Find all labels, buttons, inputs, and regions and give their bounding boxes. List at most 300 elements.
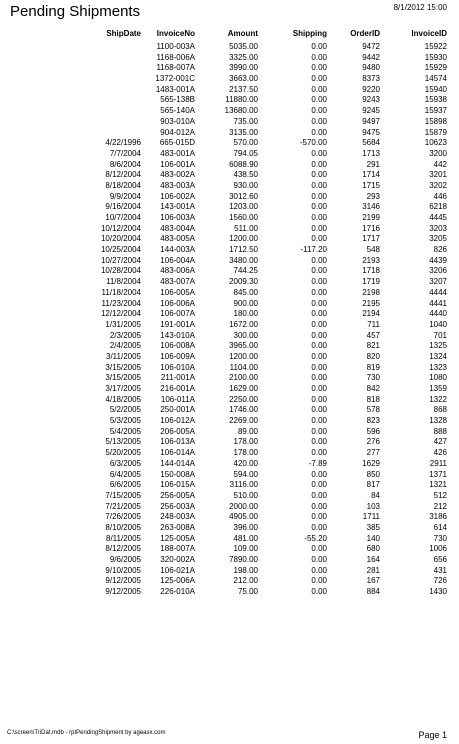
invoice-id-cell: 3201	[429, 170, 447, 180]
order-id-cell: 291	[366, 159, 380, 169]
shipping-cell: 0.00	[311, 213, 327, 222]
invoice-no-cell: 1483-001A	[155, 84, 195, 94]
shipping-cell: 0.00	[311, 202, 327, 212]
order-id-cell: 1711	[362, 512, 380, 522]
ship-date-cell: 11/8/2004	[106, 277, 141, 287]
table-row	[0, 427, 459, 438]
invoice-no-cell: 106-009A	[160, 351, 195, 361]
ship-date-cell: 8/6/2004	[109, 159, 141, 169]
order-id-cell: 9472	[362, 42, 380, 51]
amount-cell: 845.00	[233, 287, 258, 297]
order-id-cell: 281	[366, 565, 380, 575]
invoice-no-cell: 125-005A	[160, 533, 195, 543]
table-row	[0, 213, 459, 224]
ship-date-cell: 8/12/2005	[105, 544, 141, 554]
shipping-cell: 0.00	[311, 277, 327, 287]
shipping-cell: 0.00	[311, 95, 327, 105]
order-id-cell: 2198	[362, 287, 380, 297]
shipping-cell: 0.00	[311, 63, 327, 73]
invoice-no-cell: 211-001A	[160, 373, 195, 383]
ship-date-cell: 6/6/2005	[109, 480, 141, 490]
order-id-cell: 884	[366, 587, 380, 597]
amount-cell: 594.00	[233, 469, 258, 479]
amount-cell: 570.00	[233, 138, 258, 148]
page-number: Page 1	[418, 730, 447, 740]
table-row	[0, 395, 459, 406]
invoice-no-cell: 188-007A	[160, 544, 195, 554]
table-row	[0, 405, 459, 416]
invoice-no-cell: 483-002A	[160, 170, 195, 180]
ship-date-cell: 3/15/2005	[105, 362, 141, 372]
table-row	[0, 373, 459, 384]
shipping-cell: 0.00	[311, 298, 327, 308]
invoice-id-cell: 446	[433, 191, 447, 201]
invoice-id-cell: 1325	[429, 341, 447, 351]
invoice-no-cell: 191-001A	[160, 319, 195, 329]
order-id-cell: 1716	[362, 223, 380, 233]
invoice-id-cell: 3202	[429, 180, 447, 190]
table-row	[0, 523, 459, 534]
ship-date-cell: 7/26/2005	[105, 512, 141, 522]
ship-date-cell: 8/12/2004	[105, 170, 141, 180]
ship-date-cell: 5/2/2005	[109, 405, 141, 415]
invoice-no-cell: 1168-007A	[156, 63, 195, 73]
amount-cell: 3325.00	[229, 52, 258, 62]
table-row	[0, 534, 459, 545]
order-id-cell: 277	[366, 448, 380, 458]
order-id-cell: 9442	[362, 52, 380, 62]
order-id-cell: 1714	[362, 170, 380, 180]
invoice-no-cell: 106-003A	[160, 213, 195, 222]
shipping-cell: 0.00	[311, 52, 327, 62]
order-id-cell: 9243	[362, 95, 380, 105]
table-row	[0, 160, 459, 171]
invoice-id-cell: 1324	[429, 351, 447, 361]
order-id-cell: 2199	[362, 213, 380, 222]
shipping-cell: 0.00	[311, 191, 327, 201]
table-row	[0, 138, 459, 149]
ship-date-cell: 6/4/2005	[109, 469, 141, 479]
shipping-cell: 0.00	[311, 405, 327, 415]
shipping-cell: 0.00	[311, 351, 327, 361]
invoice-id-cell: 1430	[429, 587, 447, 597]
header-invoiceid: InvoiceID	[411, 29, 447, 38]
table-row	[0, 74, 459, 85]
invoice-no-cell: 248-003A	[160, 512, 195, 522]
invoice-id-cell: 1371	[429, 469, 447, 479]
invoice-no-cell: 216-001A	[160, 384, 195, 393]
invoice-id-cell: 15938	[424, 95, 447, 105]
shipping-cell: 0.00	[311, 148, 327, 158]
order-id-cell: 5684	[362, 138, 380, 148]
order-id-cell: 167	[366, 576, 380, 586]
invoice-no-cell: 106-008A	[160, 341, 195, 351]
amount-cell: 198.00	[233, 565, 258, 575]
invoice-id-cell: 614	[433, 522, 447, 532]
amount-cell: 2269.00	[229, 416, 258, 426]
invoice-no-cell: 483-001A	[160, 148, 195, 158]
invoice-id-cell: 15879	[424, 127, 447, 137]
order-id-cell: 1713	[362, 148, 380, 158]
ship-date-cell: 5/3/2005	[109, 416, 141, 426]
shipping-cell: 0.00	[311, 490, 327, 500]
invoice-id-cell: 431	[433, 565, 447, 575]
table-row	[0, 63, 459, 74]
invoice-no-cell: 144-014A	[160, 458, 195, 468]
amount-cell: 212.00	[233, 576, 258, 586]
invoice-no-cell: 106-006A	[160, 298, 195, 308]
order-id-cell: 9220	[362, 84, 380, 94]
invoice-no-cell: 106-002A	[160, 191, 195, 201]
order-id-cell: 9497	[362, 116, 380, 126]
shipping-cell: 0.00	[311, 384, 327, 393]
amount-cell: 109.00	[233, 544, 258, 554]
ship-date-cell: 10/27/2004	[100, 255, 141, 265]
ship-date-cell: 11/23/2004	[101, 298, 141, 308]
shipping-cell: 0.00	[311, 341, 327, 351]
table-row	[0, 288, 459, 299]
invoice-no-cell: 250-001A	[160, 405, 195, 415]
ship-date-cell: 10/25/2004	[100, 245, 141, 255]
shipping-cell: 0.00	[311, 74, 327, 84]
invoice-no-cell: 565-140A	[160, 106, 195, 116]
invoice-no-cell: 106-001A	[160, 159, 195, 169]
shipping-cell: 0.00	[311, 170, 327, 180]
table-row	[0, 277, 459, 288]
shipping-cell: 0.00	[311, 522, 327, 532]
order-id-cell: 9245	[362, 106, 380, 116]
table-row	[0, 437, 459, 448]
shipping-cell: 0.00	[311, 373, 327, 383]
invoice-id-cell: 6218	[429, 202, 447, 212]
shipping-cell: 0.00	[311, 437, 327, 447]
invoice-id-cell: 14574	[424, 74, 447, 84]
amount-cell: 1200.00	[229, 234, 258, 244]
invoice-id-cell: 701	[433, 330, 447, 340]
report-datetime: 8/1/2012 15:00	[393, 3, 447, 12]
shipping-cell: 0.00	[311, 448, 327, 458]
order-id-cell: 711	[367, 319, 380, 329]
amount-cell: 1746.00	[229, 405, 258, 415]
invoice-no-cell: 256-005A	[160, 490, 195, 500]
shipping-cell: 0.00	[311, 394, 327, 404]
order-id-cell: 1718	[362, 266, 380, 276]
ship-date-cell: 6/3/2005	[109, 458, 141, 468]
amount-cell: 3135.00	[229, 127, 258, 137]
table-row	[0, 502, 459, 513]
amount-cell: 438.50	[233, 170, 258, 180]
invoice-id-cell: 4444	[429, 287, 447, 297]
ship-date-cell: 2/4/2005	[109, 341, 141, 351]
order-id-cell: 1715	[362, 180, 380, 190]
table-row	[0, 117, 459, 128]
ship-date-cell: 2/3/2005	[109, 330, 141, 340]
order-id-cell: 140	[366, 533, 380, 543]
invoice-no-cell: 106-015A	[160, 480, 195, 490]
order-id-cell: 819	[366, 362, 380, 372]
ship-date-cell: 8/11/2005	[106, 533, 141, 543]
amount-cell: 13680.00	[224, 106, 258, 116]
ship-date-cell: 10/28/2004	[100, 266, 141, 276]
amount-cell: 3663.00	[229, 74, 258, 84]
ship-date-cell: 5/20/2005	[105, 448, 141, 458]
table-row	[0, 587, 459, 598]
invoice-id-cell: 4441	[429, 298, 447, 308]
table-row	[0, 224, 459, 235]
invoice-no-cell: 206-005A	[160, 426, 195, 436]
ship-date-cell: 10/20/2004	[100, 234, 141, 244]
shipping-cell: -55.20	[304, 533, 327, 543]
table-row	[0, 85, 459, 96]
amount-cell: 178.00	[233, 448, 258, 458]
invoice-id-cell: 1323	[429, 362, 447, 372]
amount-cell: 4905.00	[229, 512, 258, 522]
ship-date-cell: 5/4/2005	[109, 426, 141, 436]
invoice-id-cell: 212	[433, 501, 447, 511]
amount-cell: 2137.50	[229, 84, 258, 94]
table-row	[0, 234, 459, 245]
invoice-no-cell: 106-013A	[160, 437, 195, 447]
order-id-cell: 820	[366, 351, 380, 361]
shipping-cell: 0.00	[311, 512, 327, 522]
table-row	[0, 128, 459, 139]
ship-date-cell: 11/18/2004	[101, 287, 141, 297]
table-row	[0, 149, 459, 160]
invoice-no-cell: 263-008A	[160, 522, 195, 532]
table-row	[0, 309, 459, 320]
amount-cell: 6088.90	[229, 159, 258, 169]
invoice-id-cell: 3200	[429, 148, 447, 158]
order-id-cell: 596	[366, 426, 380, 436]
order-id-cell: 578	[366, 405, 380, 415]
amount-cell: 794.05	[233, 148, 258, 158]
invoice-no-cell: 106-005A	[160, 287, 195, 297]
invoice-no-cell: 483-004A	[160, 223, 195, 233]
amount-cell: 3012.60	[229, 191, 258, 201]
table-row	[0, 384, 459, 395]
shipping-cell: 0.00	[311, 576, 327, 586]
invoice-no-cell: 226-010A	[160, 587, 195, 597]
order-id-cell: 3146	[362, 202, 380, 212]
amount-cell: 11880.00	[225, 95, 258, 105]
order-id-cell: 823	[366, 416, 380, 426]
ship-date-cell: 4/18/2005	[105, 394, 141, 404]
invoice-no-cell: 483-005A	[160, 234, 195, 244]
table-row	[0, 555, 459, 566]
invoice-id-cell: 426	[433, 448, 447, 458]
ship-date-cell: 4/22/1996	[105, 138, 141, 148]
amount-cell: 89.00	[237, 426, 258, 436]
shipping-cell: 0.00	[311, 127, 327, 137]
invoice-no-cell: 106-011A	[160, 394, 195, 404]
amount-cell: 1672.00	[229, 319, 258, 329]
table-row	[0, 459, 459, 470]
shipping-cell: 0.00	[311, 266, 327, 276]
ship-date-cell: 9/9/2004	[109, 191, 141, 201]
invoice-id-cell: 442	[433, 159, 447, 169]
order-id-cell: 730	[366, 373, 380, 383]
amount-cell: 510.00	[233, 490, 258, 500]
table-row	[0, 480, 459, 491]
invoice-no-cell: 320-002A	[160, 555, 195, 564]
order-id-cell: 457	[366, 330, 380, 340]
ship-date-cell: 10/7/2004	[105, 213, 141, 222]
table-row	[0, 266, 459, 277]
shipping-cell: 0.00	[311, 159, 327, 169]
shipping-cell: -117.20	[300, 245, 327, 255]
invoice-no-cell: 125-006A	[160, 576, 195, 586]
order-id-cell: 842	[366, 384, 380, 393]
ship-date-cell: 1/31/2005	[105, 319, 141, 329]
order-id-cell: 385	[366, 522, 380, 532]
amount-cell: 396.00	[233, 522, 258, 532]
shipping-cell: -7.89	[308, 458, 327, 468]
invoice-id-cell: 15937	[424, 106, 447, 116]
amount-cell: 180.00	[233, 309, 258, 319]
shipping-cell: 0.00	[311, 84, 327, 94]
order-id-cell: 817	[366, 480, 380, 490]
shipping-cell: 0.00	[311, 116, 327, 126]
table-row	[0, 245, 459, 256]
ship-date-cell: 7/15/2005	[105, 490, 141, 500]
table-row	[0, 512, 459, 523]
amount-cell: 3480.00	[229, 255, 258, 265]
invoice-id-cell: 1006	[429, 544, 447, 554]
invoice-no-cell: 1100-003A	[156, 42, 195, 51]
header-invoiceno: InvoiceNo	[156, 29, 195, 38]
amount-cell: 1560.00	[229, 213, 258, 222]
amount-cell: 1104.00	[229, 362, 258, 372]
order-id-cell: 850	[366, 469, 380, 479]
shipping-cell: 0.00	[311, 416, 327, 426]
header-shipdate: ShipDate	[106, 29, 141, 38]
shipping-cell: 0.00	[311, 42, 327, 51]
invoice-id-cell: 15929	[424, 63, 447, 73]
shipping-cell: 0.00	[311, 330, 327, 340]
invoice-no-cell: 106-004A	[160, 255, 195, 265]
amount-cell: 2009.30	[229, 277, 258, 287]
amount-cell: 511.00	[234, 223, 258, 233]
table-row	[0, 95, 459, 106]
invoice-id-cell: 726	[433, 576, 447, 586]
table-row	[0, 256, 459, 267]
amount-cell: 3965.00	[229, 341, 258, 351]
shipping-cell: 0.00	[311, 362, 327, 372]
table-row	[0, 341, 459, 352]
order-id-cell: 680	[366, 544, 380, 554]
shipping-cell: 0.00	[311, 426, 327, 436]
shipping-cell: -570.00	[299, 138, 327, 148]
order-id-cell: 103	[366, 501, 380, 511]
invoice-id-cell: 826	[433, 245, 447, 255]
invoice-no-cell: 144-003A	[160, 245, 195, 255]
invoice-no-cell: 565-138B	[160, 95, 195, 105]
amount-cell: 1629.00	[229, 384, 258, 393]
table-row	[0, 331, 459, 342]
amount-cell: 2000.00	[229, 501, 258, 511]
order-id-cell: 8373	[362, 74, 380, 84]
amount-cell: 300.00	[233, 330, 258, 340]
shipping-cell: 0.00	[311, 223, 327, 233]
invoice-no-cell: 483-006A	[160, 266, 195, 276]
invoice-no-cell: 904-012A	[160, 127, 195, 137]
invoice-no-cell: 1168-006A	[156, 52, 195, 62]
header-shipping: Shipping	[292, 29, 327, 38]
invoice-no-cell: 106-010A	[160, 362, 195, 372]
invoice-id-cell: 4445	[429, 213, 447, 222]
table-row	[0, 202, 459, 213]
order-id-cell: 2193	[362, 255, 380, 265]
ship-date-cell: 9/6/2005	[109, 555, 141, 564]
ship-date-cell: 9/12/2005	[105, 587, 141, 597]
shipping-cell: 0.00	[311, 309, 327, 319]
shipping-cell: 0.00	[311, 469, 327, 479]
invoice-id-cell: 512	[433, 490, 447, 500]
column-headers	[0, 29, 459, 39]
table-row	[0, 491, 459, 502]
table-row	[0, 320, 459, 331]
invoice-id-cell: 10623	[424, 138, 447, 148]
amount-cell: 3990.00	[229, 63, 258, 73]
amount-cell: 7890.00	[229, 555, 258, 564]
invoice-no-cell: 106-014A	[160, 448, 195, 458]
shipments-table	[0, 42, 459, 598]
ship-date-cell: 5/13/2005	[105, 437, 141, 447]
invoice-id-cell: 1328	[429, 416, 447, 426]
ship-date-cell: 3/15/2005	[105, 373, 141, 383]
order-id-cell: 293	[366, 191, 380, 201]
order-id-cell: 821	[366, 341, 380, 351]
invoice-no-cell: 143-001A	[160, 202, 195, 212]
ship-date-cell: 10/12/2004	[100, 223, 141, 233]
invoice-no-cell: 106-012A	[160, 416, 195, 426]
table-row	[0, 576, 459, 587]
ship-date-cell: 7/7/2004	[109, 148, 141, 158]
invoice-no-cell: 150-008A	[160, 469, 195, 479]
amount-cell: 481.00	[233, 533, 258, 543]
shipping-cell: 0.00	[311, 255, 327, 265]
order-id-cell: 1629	[362, 458, 380, 468]
report-title: Pending Shipments	[10, 3, 141, 20]
order-id-cell: 9480	[362, 63, 380, 73]
invoice-id-cell: 15940	[424, 84, 447, 94]
amount-cell: 2100.00	[229, 373, 258, 383]
invoice-no-cell: 106-021A	[160, 565, 195, 575]
invoice-id-cell: 4439	[429, 255, 447, 265]
invoice-id-cell: 888	[433, 426, 447, 436]
shipping-cell: 0.00	[311, 544, 327, 554]
amount-cell: 900.00	[233, 298, 258, 308]
invoice-id-cell: 3203	[429, 223, 447, 233]
table-row	[0, 106, 459, 117]
invoice-id-cell: 730	[433, 533, 447, 543]
amount-cell: 1200.00	[229, 351, 258, 361]
table-row	[0, 192, 459, 203]
amount-cell: 744.25	[233, 266, 258, 276]
invoice-id-cell: 2911	[429, 458, 447, 468]
invoice-no-cell: 106-007A	[160, 309, 195, 319]
amount-cell: 930.00	[233, 180, 258, 190]
invoice-id-cell: 15930	[424, 52, 447, 62]
invoice-id-cell: 15898	[424, 116, 447, 126]
table-row	[0, 448, 459, 459]
invoice-id-cell: 1359	[429, 384, 447, 393]
table-row	[0, 566, 459, 577]
shipping-cell: 0.00	[311, 555, 327, 564]
table-row	[0, 544, 459, 555]
ship-date-cell: 9/16/2004	[105, 202, 141, 212]
amount-cell: 2250.00	[229, 394, 258, 404]
